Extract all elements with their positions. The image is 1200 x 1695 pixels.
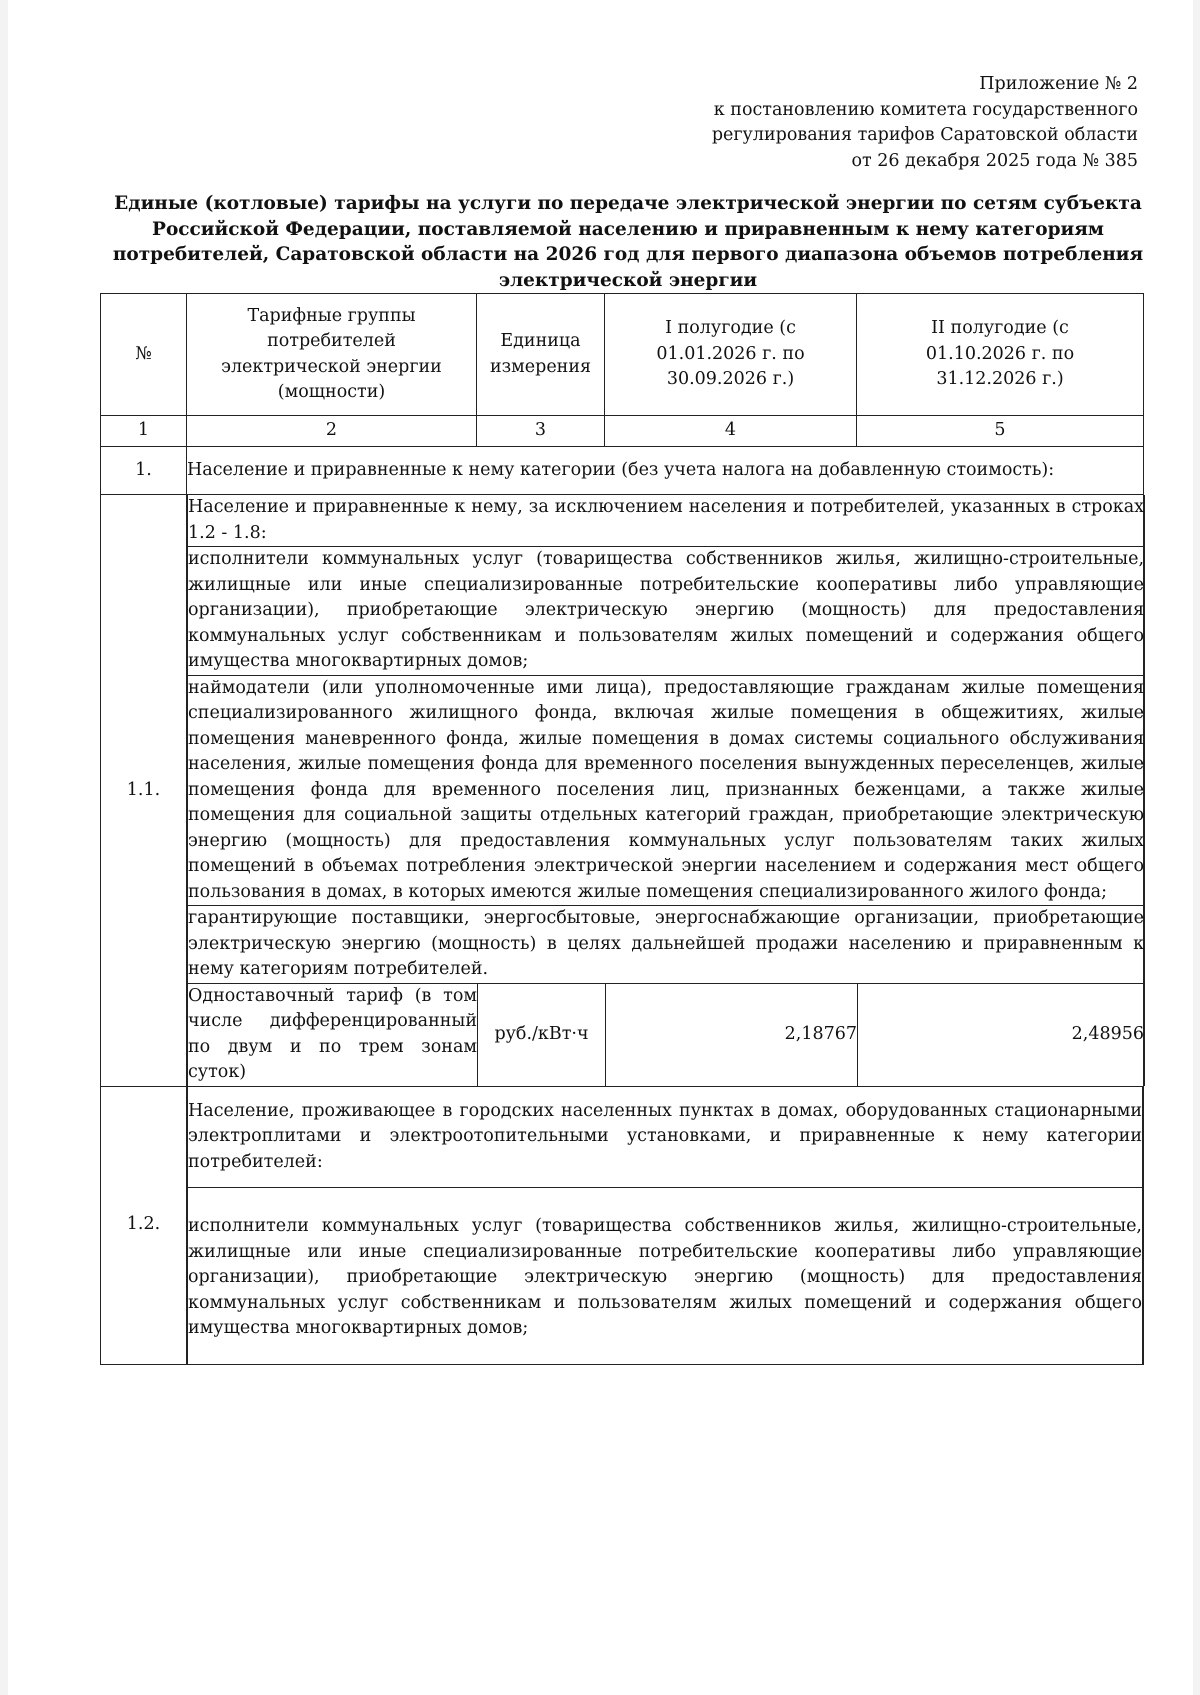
tariff-unit: руб./кВт·ч [478, 983, 606, 1086]
appendix-line-3: регулирования тарифов Саратовской области [711, 125, 1138, 145]
document-page [8, 0, 1193, 1695]
row-1-1 [101, 495, 1144, 1087]
row-1-2-item-row [188, 1188, 1143, 1364]
row-1-2-inner-table [187, 1087, 1143, 1364]
row-1-2-content [187, 1086, 1144, 1364]
row-1-1-heading-row [188, 495, 1145, 547]
col-number-3: 3 [477, 416, 605, 447]
column-numbers-row [101, 416, 1144, 447]
row-1-2-heading-row [188, 1087, 1143, 1188]
header-row [101, 294, 1144, 416]
tariff-value-first-half: 2,18767 [606, 983, 858, 1086]
header-tariff-groups: Тарифные группы потребителей электрической энергии (мощности) [187, 294, 477, 416]
tariff-label: Одноставочный тариф (в том числе дифференцированный по двум и по трем зонам суток) [188, 983, 478, 1086]
row-1-2-item: исполнители коммунальных услуг (товарищества собственников жилья, жилищно-строительные, жилищные или иные специализированные потребительские кооперативы либо управляющие организации), приобретающие электрическую энергию (мощность) для предоставления коммунальных услуг собственникам и пользователям жилых помещений и содержания общего имущества многоквартирных домов; [188, 1188, 1143, 1364]
col-number-2: 2 [187, 416, 477, 447]
appendix-line-2: к постановлению комитета государственного [713, 99, 1138, 120]
col-number-5: 5 [857, 416, 1144, 447]
row-1-1-item-1-row [188, 547, 1145, 676]
header-unit: Единица измерения [477, 294, 605, 416]
row-1-1-item-2-row [188, 675, 1145, 906]
appendix-line-1: Приложение № 2 [979, 74, 1138, 94]
tariff-row [188, 983, 1145, 1086]
row-1-num: 1. [101, 447, 187, 495]
col-number-4: 4 [605, 416, 857, 447]
tariff-table [100, 293, 1144, 1365]
row-1 [101, 447, 1144, 495]
header-first-half: I полугодие (с 01.01.2026 г. по 30.09.2026 г.) [605, 294, 857, 416]
document-title: Единые (котловые) тарифы на услуги по передаче электрической энергии по сетям субъекта Российской Федерации, поставляемой населению и приравненным к нему категориям потребителей, Саратовской области на 2026 год для первого диапазона объемов потребления электрической энергии [112, 193, 1144, 291]
row-1-1-item-2: наймодатели (или уполномоченные ими лица), предоставляющие гражданам жилые помещения специализированного жилищного фонда, включая жилые помещения в общежитиях, жилые помещения маневренного фонда, жилые помещения в домах системы социального обслуживания населения, жилые помещения фонда для временного поселения вынужденных переселенцев, жилые помещения фонда для временного поселения лиц, признанных беженцами, а также жилые помещения для социальной защиты отдельных категорий граждан, приобретающие электрическую энергию (мощность) для предоставления коммунальных услуг пользователям таких жилых помещений в объемах потребления электрической энергии населением и содержания мест общего пользования в домах, в которых имеются жилые помещения специализированного жилого фонда; [188, 675, 1145, 906]
tariff-value-second-half: 2,48956 [858, 983, 1145, 1086]
row-1-1-item-3-row [188, 906, 1145, 984]
header-num: № [101, 294, 187, 416]
row-1-1-item-1: исполнители коммунальных услуг (товарищества собственников жилья, жилищно-строительные, жилищные или иные специализированные потребительские кооперативы либо управляющие организации), приобретающие электрическую энергию (мощность) для предоставления коммунальных услуг собственникам и пользователям жилых помещений и содержания общего имущества многоквартирных домов; [188, 547, 1145, 676]
row-1-1-item-3: гарантирующие поставщики, энергосбытовые, энергоснабжающие организации, приобретающие электрическую энергию (мощность) в целях дальнейшей продажи населению и приравненным к нему категориям потребителей. [188, 906, 1145, 984]
appendix-line-4: от 26 декабря 2025 года № 385 [851, 150, 1138, 171]
row-1-1-content [187, 495, 1144, 1087]
row-1-1-num: 1.1. [101, 495, 187, 1087]
row-1-2-num: 1.2. [101, 1086, 187, 1364]
appendix-note [712, 72, 1138, 174]
row-1-1-heading: Население и приравненные к нему, за исключением населения и потребителей, указанных в строках 1.2 - 1.8: [188, 495, 1145, 547]
row-1-2 [101, 1086, 1144, 1364]
row-1-2-heading: Население, проживающее в городских населенных пунктах в домах, оборудованных стационарными электроплитами и электроотопительными установками, и приравненные к нему категории потребителей: [188, 1087, 1143, 1188]
header-second-half: II полугодие (с 01.10.2026 г. по 31.12.2026 г.) [857, 294, 1144, 416]
row-1-text: Население и приравненные к нему категории (без учета налога на добавленную стоимость): [187, 447, 1144, 495]
col-number-1: 1 [101, 416, 187, 447]
row-1-1-inner-table [187, 495, 1145, 1086]
